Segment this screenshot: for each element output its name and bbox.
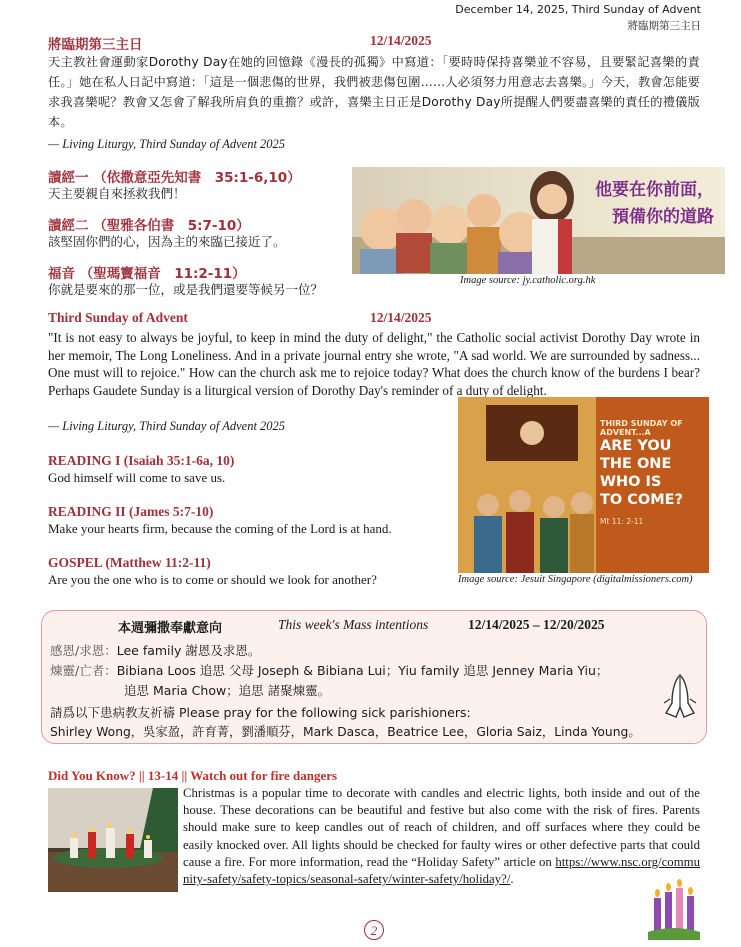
en-body: "It is not easy to always be joyful, to keep in mind the duty of delight," the Catholic social activist Dorothy Day wrote in her memoir, The Long Loneliness. And in a private journal entry she wrote, "A sad world. We are surrounded by sadness... One must will to rejoice." How can the church ask me to rejoice today? What does the church know of the burdens I bear? Perhaps Gaudete Sunday is a liturgical version of Dorothy Day's reminder of a duty of delight.	[48, 330, 700, 398]
header-subtitle: 將臨期第三主日	[627, 20, 701, 32]
mass-title-en: This week's Mass intentions	[278, 617, 429, 632]
cn-illustration-caption: 他要在你前面， 預備你的道路	[595, 180, 714, 227]
dyk-body	[183, 785, 700, 888]
praying-hands-icon	[660, 673, 700, 719]
cn-date: 12/14/2025	[370, 33, 432, 48]
en-gospel-text: Are you the one who is to come or should we look for another?	[48, 572, 377, 587]
cn-gospel-text: 你就是要來的那一位，或是我們還要等候另一位？	[48, 282, 324, 297]
mass-memorial-label: 煉靈/亡者：	[50, 663, 117, 678]
christmas-candles-photo	[48, 788, 178, 892]
mass-thanks-text: Lee family 謝恩及求恩。	[116, 643, 261, 658]
en-reading1-title: READING I (Isaiah 35:1-6a, 10)	[48, 453, 235, 468]
en-date: 12/14/2025	[370, 310, 432, 325]
advent-candles-icon	[648, 870, 700, 942]
dyk-link[interactable]: https://www.nsc.org/community-safety/safety-topics/seasonal-safety/winter-safety/holiday?/	[183, 854, 700, 887]
en-illustration-banner: THIRD SUNDAY OF ADVENT...A	[600, 419, 683, 437]
en-reading2-text: Make your hearts firm, because the coming of the Lord is at hand.	[48, 521, 392, 536]
en-illustration-question: ARE YOU THE ONE WHO IS TO COME?	[600, 438, 683, 508]
cn-title: 將臨期第三主日	[48, 37, 143, 53]
mass-thanks-row	[50, 641, 260, 659]
en-reading1-text: God himself will come to save us.	[48, 470, 226, 485]
mass-memorial-row	[50, 661, 608, 679]
cn-illustration	[352, 167, 725, 274]
en-reading2-title: READING II (James 5:7-10)	[48, 504, 214, 519]
page-number: 2	[364, 920, 384, 940]
cn-body: 天主教社會運動家Dorothy Day在她的回憶錄《漫長的孤獨》中寫道：「要時時保持喜樂並不容易，且要緊記喜樂的責任。」她在私人日記中寫道：「這是一個悲傷的世界，我們被悲傷包圍……人必須努力用意志去喜樂。」今天，教會怎能要求我喜樂呢？教會又怎會了解我所肩負的重擔？或許，喜樂主日正是Dorothy Day所提醒人們要盡喜樂的責任的禮儀版本。	[48, 55, 700, 129]
en-illustration	[458, 397, 709, 573]
cn-gospel-title: 福音 （聖瑪竇福音 11:2-11）	[48, 266, 246, 282]
en-citation: — Living Liturgy, Third Sunday of Advent 2025	[48, 419, 286, 433]
cn-image-source: Image source: jy.catholic.org.hk	[460, 275, 596, 286]
en-title: Third Sunday of Advent	[48, 310, 188, 325]
en-gospel-title: GOSPEL (Matthew 11:2-11)	[48, 555, 211, 570]
mass-date-range: 12/14/2025 – 12/20/2025	[468, 617, 605, 632]
cn-citation: — Living Liturgy, Third Sunday of Advent 2025	[48, 137, 286, 151]
en-image-source: Image source: Jesuit Singapore (digitalmissioners.com)	[458, 574, 693, 585]
mass-sick-prompt: 請爲以下患病教友祈禱 Please pray for the following sick parishioners:	[50, 705, 471, 720]
mass-title-cn: 本週彌撒奉獻意向	[118, 621, 223, 636]
mass-intentions-box	[41, 610, 707, 744]
cn-reading1-title: 讀經一 （依撒意亞先知書 35:1-6,10）	[48, 170, 301, 186]
en-illustration-ref: Mt 11: 2-11	[600, 517, 644, 526]
mass-thanks-label: 感恩/求恩：	[50, 643, 117, 658]
dyk-title: Did You Know? || 13-14 || Watch out for fire dangers	[48, 768, 338, 783]
dyk-body-end: .	[510, 872, 514, 887]
cn-reading1-text: 天主要親自來拯救我們！	[48, 186, 186, 201]
mass-sick-names: Shirley Wong，吳家盈，許育菁，劉潘順芬，Mark Dasca，Beatrice Lee，Gloria Saiz，Linda Young。	[50, 725, 641, 739]
dyk-photo	[48, 788, 178, 892]
dyk-body-text: Christmas is a popular time to decorate with candles and electric lights, both inside and out of the house. These decorations can be beautiful and festive but also come with the risk of fires. Parents should make sure to keep candles out of reach of children, and off surfaces where they could be easily knocked over. All lights should be checked for faulty wires or other defective parts that could cause a fire. For more information, read the “Holiday Safety” article on	[183, 786, 700, 869]
header-date: December 14, 2025, Third Sunday of Advent	[455, 3, 701, 16]
cn-reading2-text: 該堅固你們的心，因為主的來臨已接近了。	[48, 234, 286, 249]
mass-memorial-text-2: 追思 Maria Chow；追思 諸聚煉靈。	[124, 683, 331, 698]
page-header	[455, 2, 701, 34]
cn-reading2-title: 讀經二 （聖雅各伯書 5:7-10）	[48, 218, 250, 234]
mass-memorial-text-1: Bibiana Loos 追思 父母 Joseph & Bibiana Lui；Yiu family 追思 Jenney Maria Yiu；	[116, 663, 609, 678]
